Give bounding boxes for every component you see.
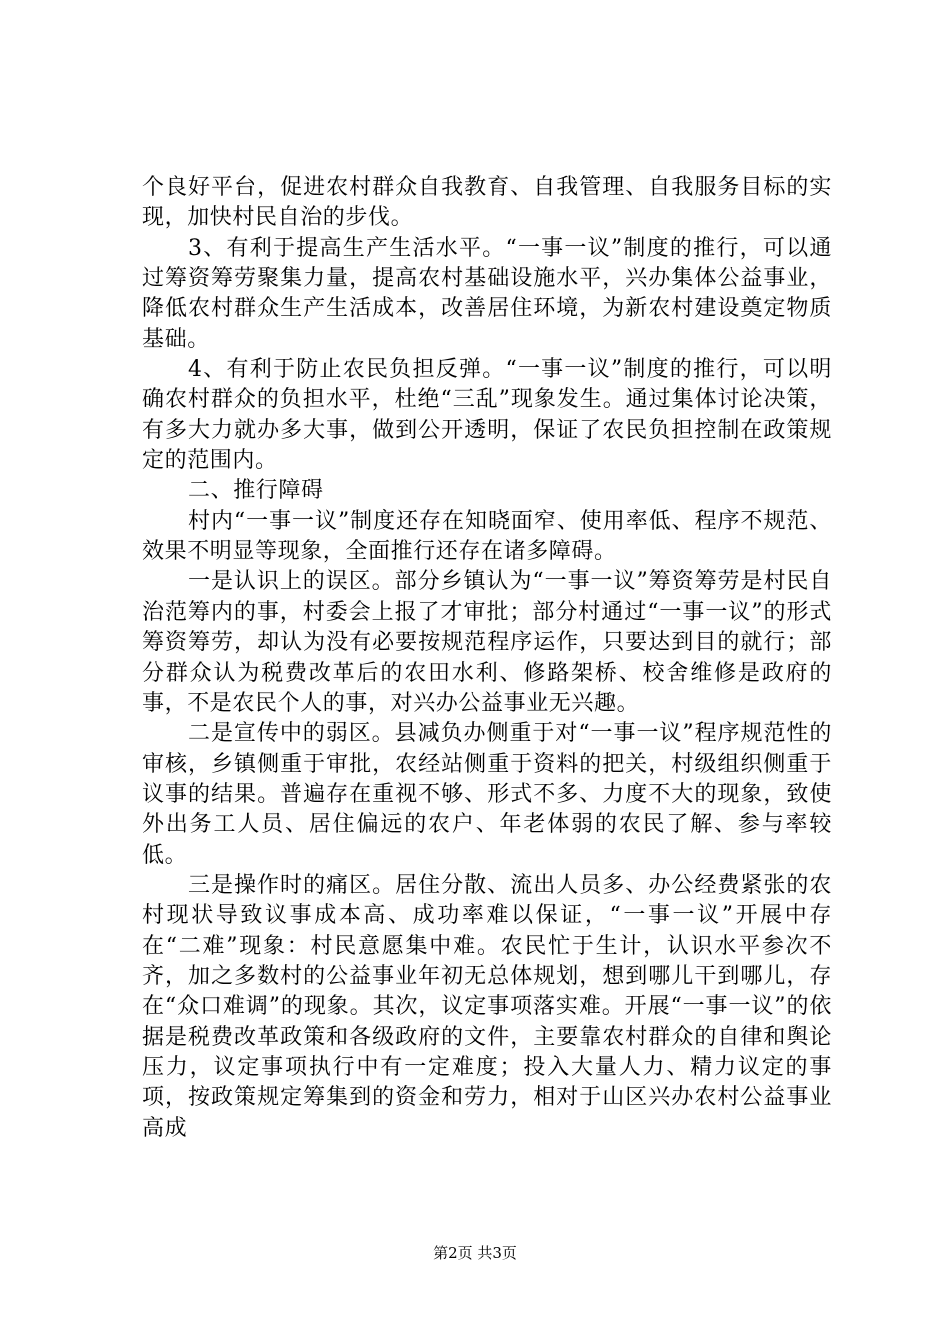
document-body [142,173,832,1144]
paragraph-7: 三是操作时的痛区。居住分散、流出人员多、办公经费紧张的农村现状导致议事成本高、成功率难以保证，“一事一议”开展中存在“二难”现象：村民意愿集中难。农民忙于生计，认识水平参次不齐，加之多数村的公益事业年初无总体规划，想到哪儿干到哪儿，存在“众口难调”的现象。其次，议定事项落实难。开展“一事一议”的依据是税费改革政策和各级政府的文件，主要靠农村群众的自律和舆论压力，议定事项执行中有一定难度；投入大量人力、精力议定的事项，按政策规定筹集到的资金和劳力，相对于山区兴办农村公益事业高成 [142,872,832,1141]
paragraph-4: 村内“一事一议”制度还存在知晓面窄、使用率低、程序不规范、效果不明显等现象，全面推行还存在诸多障碍。 [142,508,832,565]
paragraph-1: 个良好平台，促进农村群众自我教育、自我管理、自我服务目标的实现，加快村民自治的步伐。 [142,175,832,231]
section-heading: 二、推行障碍 [188,478,324,504]
paragraph-5: 一是认识上的误区。部分乡镇认为“一事一议”筹资筹劳是村民自治范筹内的事，村委会上报了才审批；部分村通过“一事一议”的形式筹资筹劳，却认为没有必要按规范程序运作，只要达到目的就行；部分群众认为税费改革后的农田水利、修路架桥、校舍维修是政府的事，不是农民个人的事，对兴办公益事业无兴趣。 [142,569,832,716]
page-footer: 第2页 共3页 [433,1244,517,1262]
paragraph-6: 二是宣传中的弱区。县减负办侧重于对“一事一议”程序规范性的审核，乡镇侧重于审批，农经站侧重于资料的把关，村级组织侧重于议事的结果。普遍存在重视不够、形式不多、力度不大的现象，致使外出务工人员、居住偏远的农户、年老体弱的农民了解、参与率较低。 [142,721,832,868]
paragraph-3: 4、有利于防止农民负担反弹。“一事一议”制度的推行，可以明确农村群众的负担水平，杜绝“三乱”现象发生。通过集体讨论决策，有多大力就办多大事，做到公开透明，保证了农民负担控制在政策规定的范围内。 [142,357,832,474]
paragraph-2: 3、有利于提高生产生活水平。“一事一议”制度的推行，可以通过筹资筹劳聚集力量，提高农村基础设施水平，兴办集体公益事业，降低农村群众生产生活成本，改善居住环境，为新农村建设奠定物质基础。 [142,235,832,352]
